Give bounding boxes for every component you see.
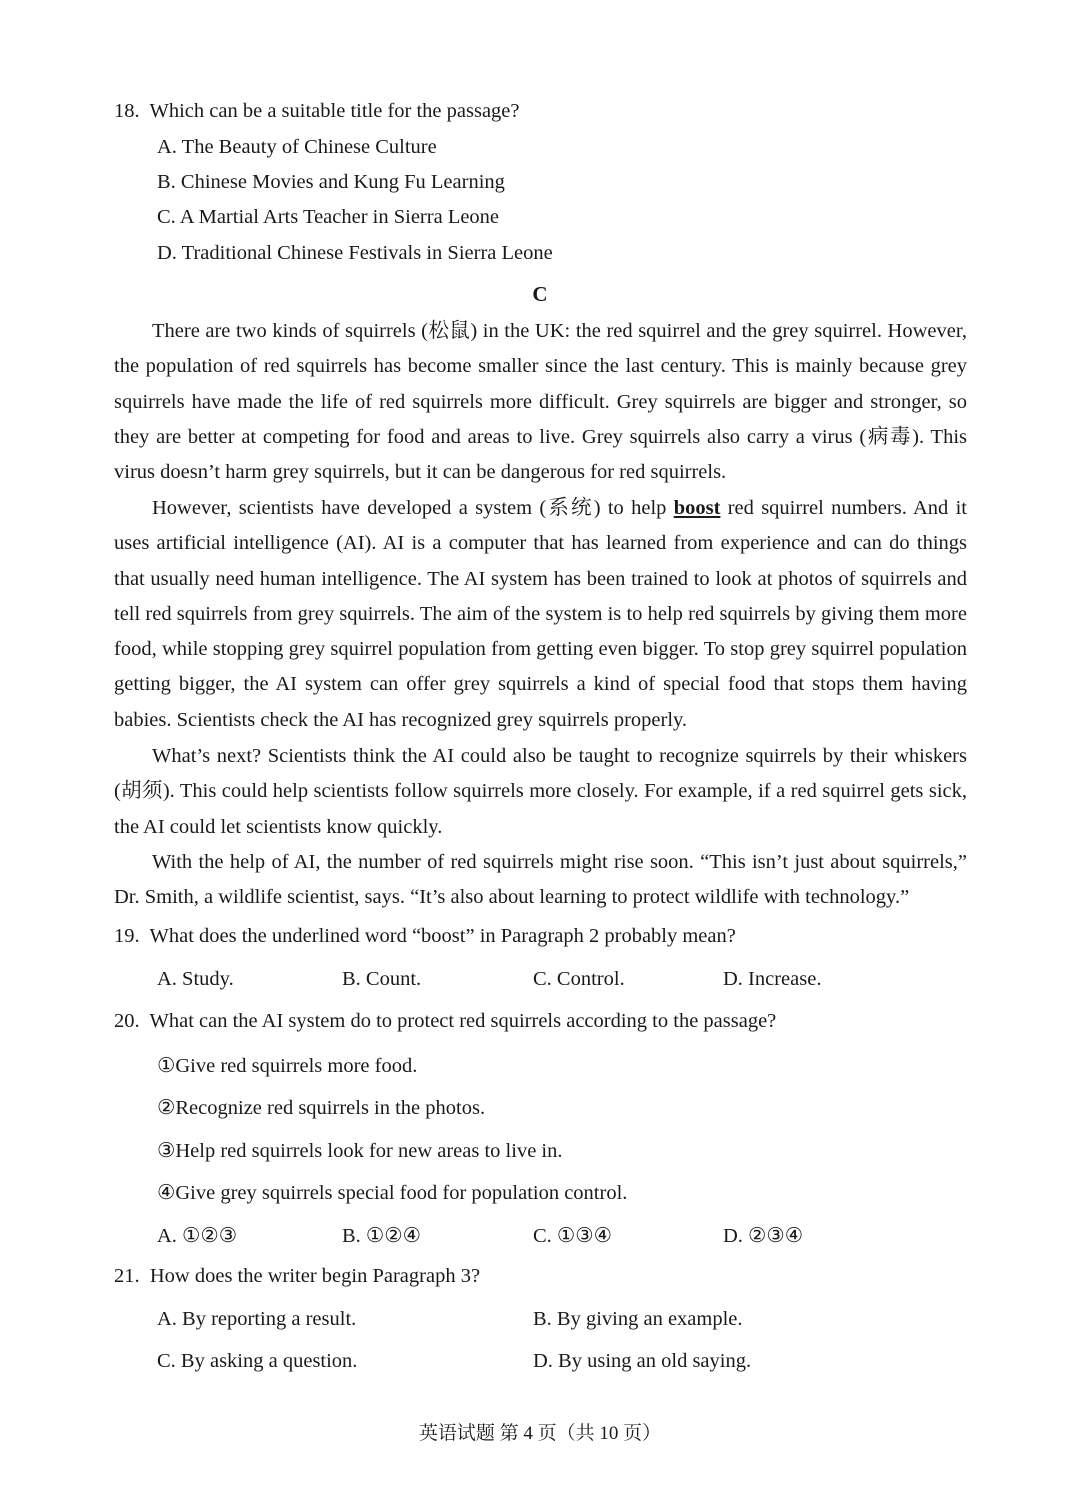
section-label: C	[532, 282, 548, 306]
q20-statement-4: ④Give grey squirrels special food for population control.	[157, 1182, 628, 1204]
question-21-number: 21.	[114, 1265, 140, 1287]
paragraph-2-text-before: However, scientists have developed a system (系统) to help	[152, 497, 674, 519]
q20-statement-3: ③Help red squirrels look for new areas to live in.	[157, 1140, 563, 1162]
q18-option-b: B. Chinese Movies and Kung Fu Learning	[157, 171, 505, 193]
question-20	[114, 1010, 776, 1033]
passage-paragraph-2	[114, 491, 967, 738]
q21-option-c: C. By asking a question.	[157, 1350, 358, 1372]
question-18-number: 18.	[114, 100, 140, 122]
q20-option-b: B. ①②④	[342, 1225, 422, 1247]
q19-option-d: D. Increase.	[723, 968, 822, 990]
passage-paragraph-1	[114, 314, 967, 490]
q20-statement-2: ②Recognize red squirrels in the photos.	[157, 1097, 486, 1119]
q18-option-a: A. The Beauty of Chinese Culture	[157, 136, 437, 158]
question-18	[114, 100, 520, 123]
q18-option-d: D. Traditional Chinese Festivals in Sierra Leone	[157, 242, 553, 264]
question-19-number: 19.	[114, 925, 140, 947]
question-19-stem: What does the underlined word “boost” in Paragraph 2 probably mean?	[149, 925, 736, 947]
question-20-number: 20.	[114, 1010, 140, 1032]
paragraph-2-text-after: red squirrel numbers. And it uses artificial intelligence (AI). AI is a computer that has learned from experience and can do things that usually need human intelligence. The AI system has been trained to look at photos of squirrels and tell red squirrels from grey squirrels. The aim of the system is to help red squirrels by giving them more food, while stopping grey squirrel population from getting even bigger. To stop grey squirrel population getting bigger, the AI system can offer grey squirrels a kind of special food that stops them having babies. Scientists check the AI has recognized grey squirrels properly.	[114, 497, 968, 731]
q19-option-b: B. Count.	[342, 968, 422, 990]
page-footer: 英语试题 第 4 页（共 10 页）	[418, 1423, 662, 1444]
question-20-stem: What can the AI system do to protect red squirrels according to the passage?	[149, 1010, 777, 1032]
underlined-keyword: boost	[673, 497, 721, 519]
q20-option-d: D. ②③④	[723, 1225, 804, 1247]
q21-option-b: B. By giving an example.	[533, 1308, 743, 1330]
passage-paragraph-4	[114, 845, 967, 916]
paragraph-3-text: What’s next? Scientists think the AI could also be taught to recognize squirrels by their whiskers (胡须). This could help scientists follow squirrels more closely. For example, if a red squirrel gets sick, the AI could let scientists know quickly.	[114, 745, 967, 838]
q20-statement-1: ①Give red squirrels more food.	[157, 1055, 418, 1077]
paragraph-4-text: With the help of AI, the number of red squirrels might rise soon. “This isn’t just about squirrels,” Dr. Smith, a wildlife scientist, says. “It’s also about learning to protect wildlife with technology.”	[114, 851, 967, 909]
q20-option-a: A. ①②③	[157, 1225, 238, 1247]
question-21-stem: How does the writer begin Paragraph 3?	[149, 1265, 481, 1287]
question-19	[114, 925, 736, 948]
q19-option-a: A. Study.	[157, 968, 234, 990]
q19-option-c: C. Control.	[533, 968, 625, 990]
q18-option-c: C. A Martial Arts Teacher in Sierra Leone	[157, 206, 500, 228]
question-18-stem: Which can be a suitable title for the passage?	[149, 100, 520, 122]
q21-option-d: D. By using an old saying.	[533, 1350, 752, 1372]
passage-paragraph-3	[114, 739, 967, 845]
q21-option-a: A. By reporting a result.	[157, 1308, 357, 1330]
q20-option-c: C. ①③④	[533, 1225, 613, 1247]
question-21	[114, 1265, 480, 1288]
paragraph-1-text: There are two kinds of squirrels (松鼠) in the UK: the red squirrel and the grey squirrel. However, the population of red squirrels has become smaller since the last century. This is mainly because grey squirrels have made the life of red squirrels more difficult. Grey squirrels are bigger and stronger, so they are better at competing for food and areas to live. Grey squirrels also carry a virus (病毒). This virus doesn’t harm grey squirrels, but it can be dangerous for red squirrels.	[114, 320, 967, 484]
